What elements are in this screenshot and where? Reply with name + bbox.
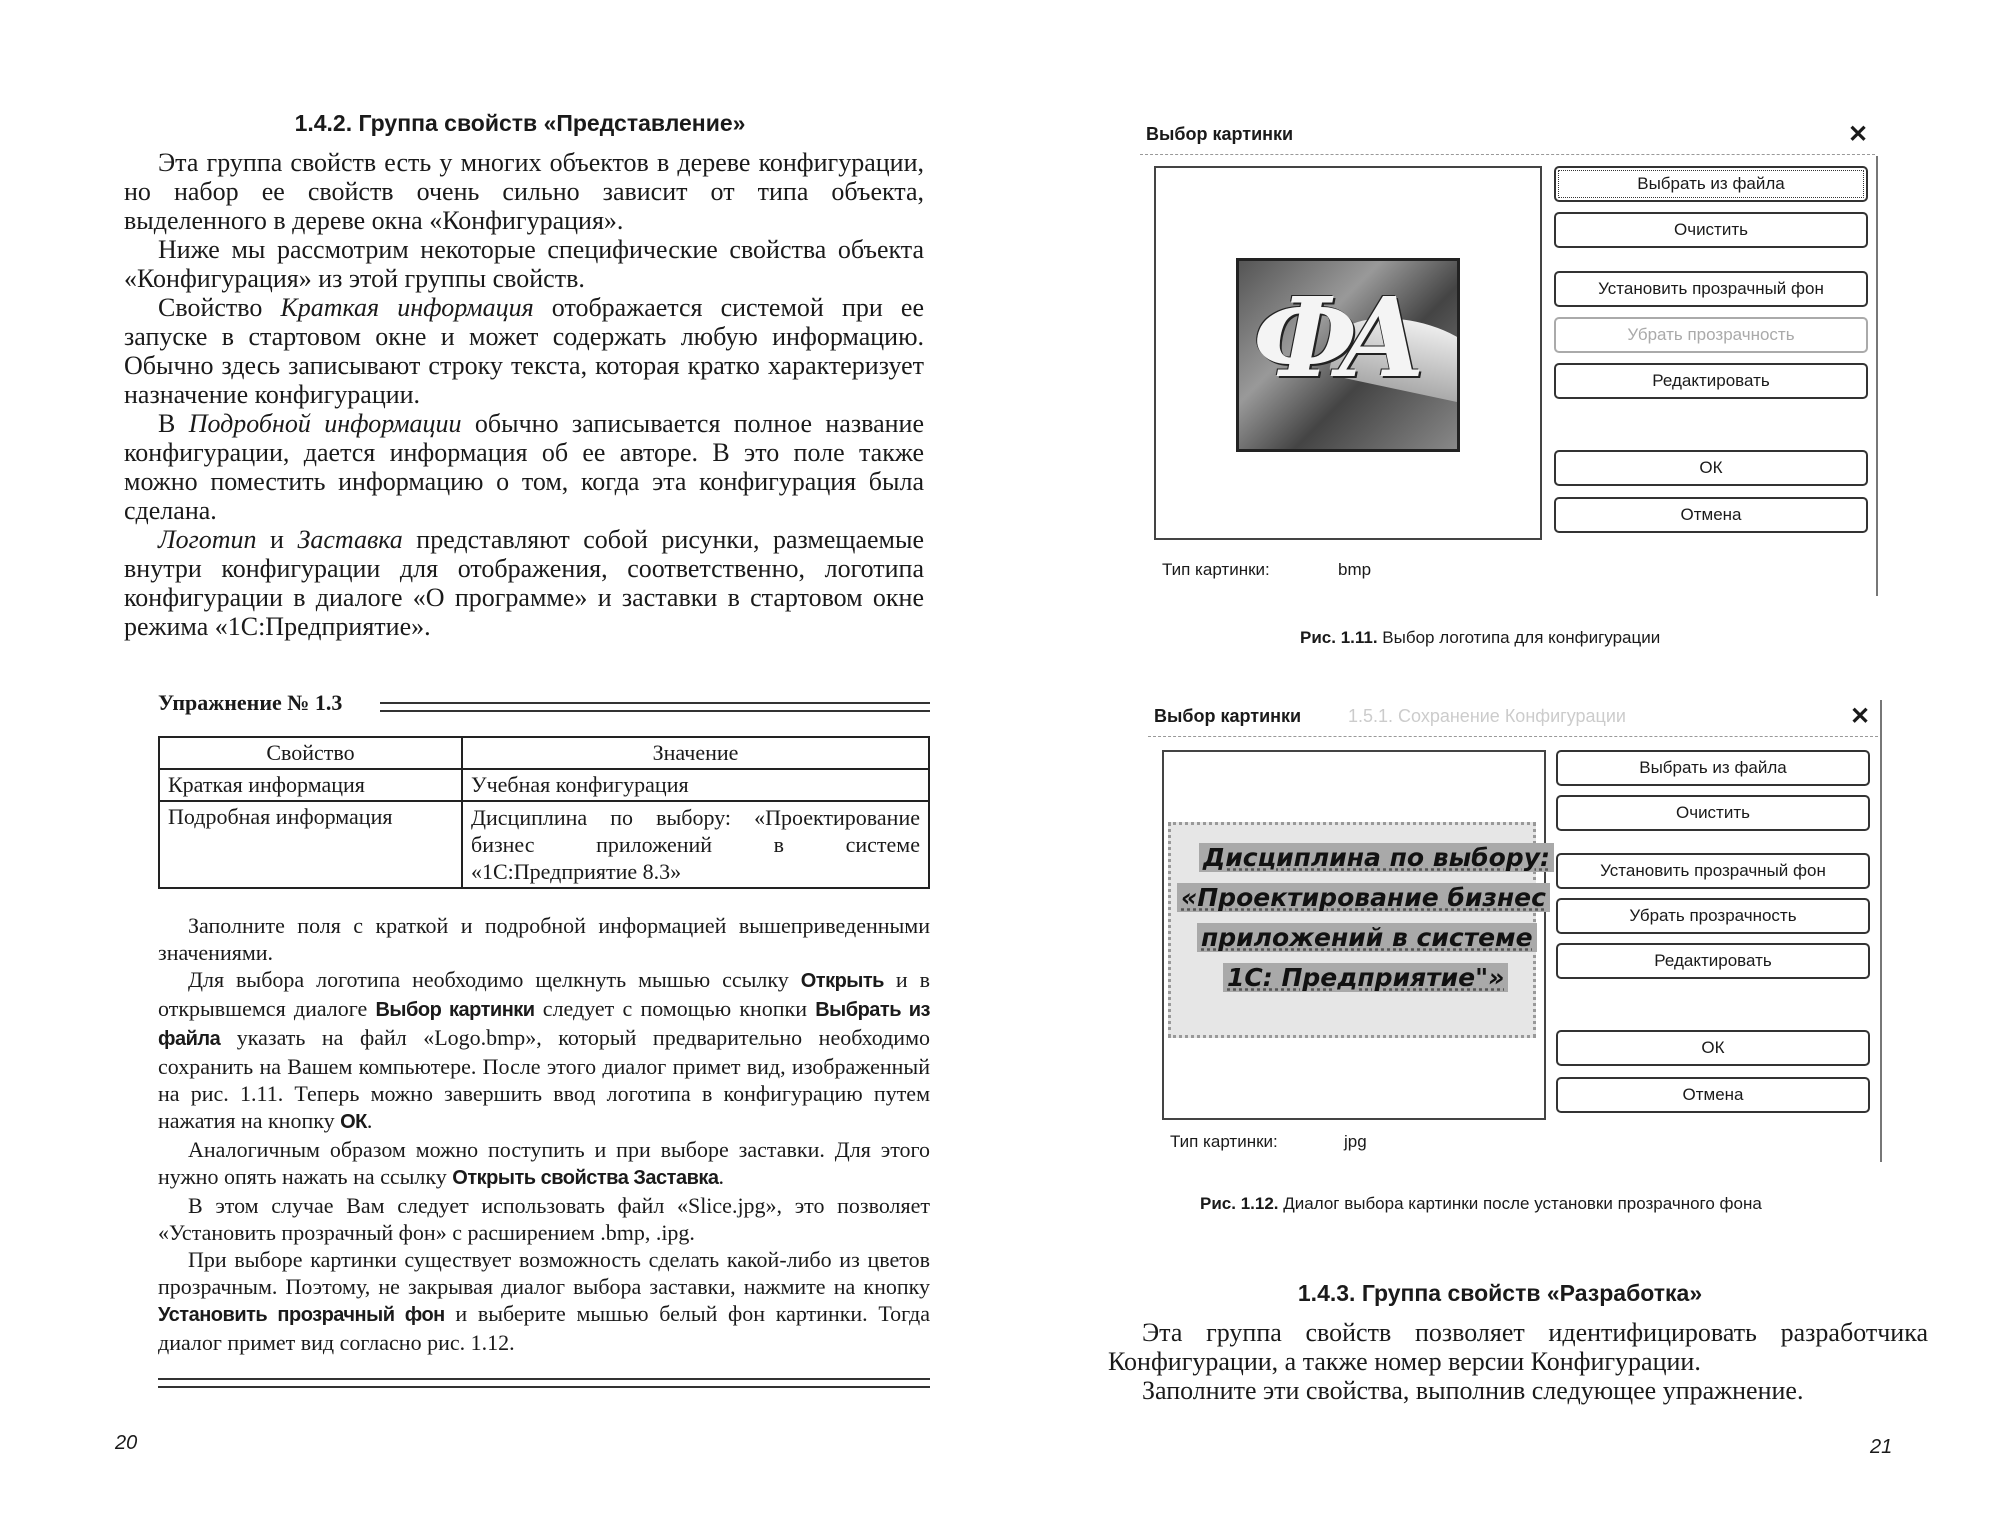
exercise-text	[158, 912, 930, 1356]
dialog-right-edge	[1880, 700, 1882, 1162]
development-paragraph-1: Эта группа свойств позволяет идентифицировать разработчика Конфигурации, а также номер версии Конфигурации.	[1108, 1318, 1928, 1376]
intro-paragraph-1: Эта группа свойств есть у многих объектов в дереве конфигурации, но набор ее свойств очень сильно зависит от типа объекта, выделенного в дереве окна «Конфигурация».	[124, 148, 924, 235]
exercise-paragraph-4: В этом случае Вам следует использовать файл «Slice.jpg», это позволяет «Установить прозрачный фон» с расширением .bmp, .ipg.	[158, 1193, 930, 1245]
clear-button[interactable]: Очистить	[1556, 795, 1870, 831]
figure-caption-1-12: Рис. 1.12. Диалог выбора картинки после установки прозрачного фона	[1200, 1194, 1762, 1213]
image-preview	[1154, 166, 1542, 540]
picture-type-value: jpg	[1344, 1132, 1367, 1151]
properties-table	[158, 736, 930, 889]
table-row	[159, 769, 929, 801]
exercise-title: Упражнение № 1.3	[158, 690, 343, 715]
picture-dialog-splash	[1148, 700, 1888, 1170]
intro-text	[124, 148, 924, 641]
dialog-title-rule	[1148, 736, 1878, 737]
detail-info-paragraph: В Подробной информации обычно записывается полное название конфигурации, дается информация об ее авторе. В это поле также можно поместить информацию о том, когда эта конфигурация была сделана.	[124, 409, 924, 525]
intro-paragraph-2: Ниже мы рассмотрим некоторые специфические свойства объекта «Конфигурация» из этой группы свойств.	[124, 235, 924, 293]
remove-transparency-button[interactable]: Убрать прозрачность	[1556, 898, 1870, 934]
set-transparent-button[interactable]: Установить прозрачный фон	[1554, 271, 1868, 307]
edit-button[interactable]: Редактировать	[1554, 363, 1868, 399]
set-transparent-button[interactable]: Установить прозрачный фон	[1556, 853, 1870, 889]
cancel-button[interactable]: Отмена	[1556, 1077, 1870, 1113]
background-ghost-text: 1.5.1. Сохранение Конфигурации	[1348, 706, 1626, 726]
picture-dialog-logo	[1140, 120, 1880, 600]
section-heading: 1.4.2. Группа свойств «Представление»	[294, 110, 746, 136]
splash-line-2: «Проектирование бизнес	[1177, 883, 1550, 912]
edit-button[interactable]: Редактировать	[1556, 943, 1870, 979]
image-preview	[1162, 750, 1550, 1120]
dialog-title-rule	[1140, 154, 1875, 155]
logo-monogram: ФА	[1253, 273, 1407, 402]
close-icon[interactable]: ✕	[1850, 703, 1871, 730]
exercise-rule-bottom	[158, 1378, 930, 1388]
ok-button[interactable]: ОК	[1554, 450, 1868, 486]
picture-type-value: bmp	[1338, 560, 1372, 579]
splash-image	[1168, 822, 1550, 1038]
clear-button[interactable]: Очистить	[1554, 212, 1868, 248]
table-cell: Подробная информация	[159, 801, 462, 888]
table-cell: Дисциплина по выбору: «Проектирование бизнес приложений в системе «1С:Предприятие 8.3»	[462, 801, 929, 888]
table-header-row	[159, 737, 929, 769]
logo-image	[1236, 258, 1460, 452]
development-text	[1108, 1318, 1928, 1405]
exercise-paragraph-3: Аналогичным образом можно поступить и при выборе заставки. Для этого нужно опять нажать на ссылку Открыть свойства Заставка.	[158, 1137, 930, 1189]
development-paragraph-2: Заполните эти свойства, выполнив следующее упражнение.	[1142, 1376, 1804, 1405]
page-number-left: 20	[115, 1432, 138, 1454]
exercise-paragraph-1: Заполните поля с краткой и подробной информацией вышеприведенными значениями.	[158, 913, 930, 965]
picture-type-label: Тип картинки:	[1162, 560, 1270, 579]
right-page	[1000, 0, 2000, 1538]
close-icon[interactable]: ✕	[1848, 121, 1869, 148]
table-header-value: Значение	[462, 737, 929, 769]
page-number-right: 21	[1870, 1436, 1893, 1458]
table-cell: Учебная конфигурация	[462, 769, 929, 801]
section-heading-development: 1.4.3. Группа свойств «Разработка»	[1297, 1280, 1703, 1306]
dialog-right-edge	[1876, 156, 1878, 596]
exercise-paragraph-5: При выборе картинки существует возможность сделать какой-либо из цветов прозрачным. Поэтому, не закрывая диалог выбора заставки, нажмите на кнопку Установить прозрачный фон и выберите мышью белый фон картинки. Тогда диалог примет вид согласно рис. 1.12.	[158, 1247, 930, 1355]
remove-transparency-button[interactable]: Убрать прозрачность	[1554, 317, 1868, 353]
table-header-property: Свойство	[159, 737, 462, 769]
dialog-title: Выбор картинки	[1154, 706, 1302, 726]
cancel-button[interactable]: Отмена	[1554, 497, 1868, 533]
ok-button[interactable]: ОК	[1556, 1030, 1870, 1066]
dialog-title: Выбор картинки	[1146, 124, 1294, 144]
table-row	[159, 801, 929, 888]
table-cell: Краткая информация	[159, 769, 462, 801]
choose-file-button[interactable]: Выбрать из файла	[1556, 750, 1870, 786]
splash-line-4: 1С: Предприятие"»	[1223, 963, 1508, 992]
choose-file-button[interactable]: Выбрать из файла	[1554, 166, 1868, 202]
brief-info-paragraph: Свойство Краткая информация отображается системой при ее запуске в стартовом окне и может содержать любую информацию. Обычно здесь записывают строку текста, которая кратко характеризует назначение конфигурации.	[124, 293, 924, 409]
picture-type-label: Тип картинки:	[1170, 1132, 1278, 1151]
exercise-paragraph-2: Для выбора логотипа необходимо щелкнуть мышью ссылку Открыть и в открывшемся диалоге Выбор картинки следует с помощью кнопки Выбрать из файла указать на файл «Logo.bmp», который предварительно необходимо сохранить на Вашем компьютере. После этого диалог примет вид, изображенный на рис. 1.11. Теперь можно завершить ввод логотипа в конфигурацию путем нажатия на кнопку ОК.	[158, 967, 930, 1133]
logo-splash-paragraph: Логотип и Заставка представляют собой рисунки, размещаемые внутри конфигурации для отображения, соответственно, логотипа конфигурации в диалоге «О программе» и заставки в стартовом окне режима «1С:Предприятие».	[124, 525, 924, 641]
splash-line-1: Дисциплина по выбору:	[1199, 843, 1554, 872]
splash-line-3: приложений в системе	[1197, 923, 1537, 952]
figure-caption-1-11: Рис. 1.11. Выбор логотипа для конфигурации	[1300, 628, 1661, 647]
exercise-rule-top	[380, 702, 930, 712]
